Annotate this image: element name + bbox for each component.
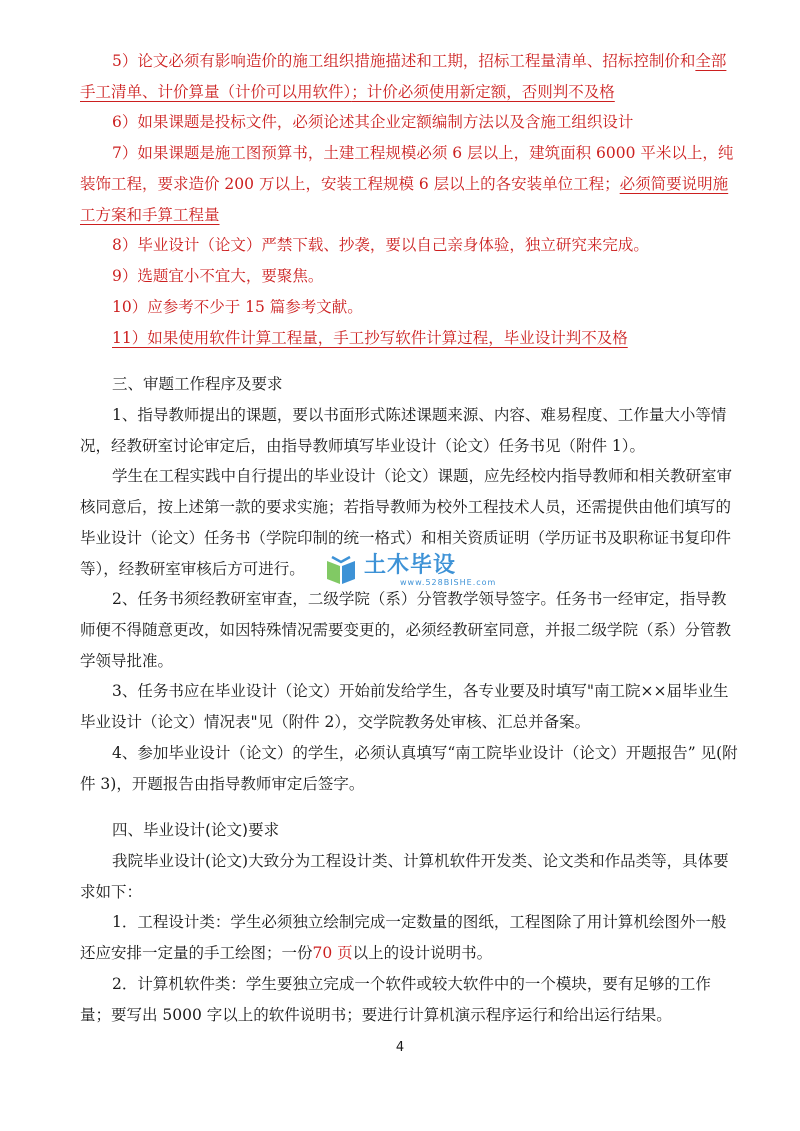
item-8: 8）毕业设计（论文）严禁下载、抄袭，要以自己亲身体验，独立研究来完成。 [112,236,649,254]
item-5-text-b: 全部手工清单、计价算量（计价可以用软件） [80,52,727,101]
item-6: 6）如果课题是投标文件，必须论述其企业定额编制方法以及含施工组织设计 [112,113,634,131]
page-count-highlight: 70 页 [312,944,353,962]
section-3-paragraph-5: 4、参加毕业设计（论文）的学生，必须认真填写“南工院毕业设计（论文）开题报告” 见(附件 3)，开题报告由指导教师审定后签字。 [80,744,738,793]
book-icon [324,553,358,587]
item-7-text-b: 必须简要说明施工方案和手算工程量 [80,175,729,224]
page-number: 4 [395,1040,405,1055]
watermark-text: 土木毕设 [364,552,457,578]
section-4-paragraph-3: 2．计算机软件类：学生要独立完成一个软件或较大软件中的一个模块，要有足够的工作量；要写出 5000 字以上的软件说明书；要进行计算机演示程序运行和给出运行结果。 [80,975,711,1024]
section-4-paragraph-2-text-b: 以上的设计说明书。 [352,944,493,962]
item-9: 9）选题宜小不宜大，要聚焦。 [112,267,324,285]
item-5 [80,46,740,108]
watermark-url: www.528BISHE.com [400,577,497,587]
item-7 [80,138,740,231]
section-3-paragraph-4: 3、任务书应在毕业设计（论文）开始前发给学生，各专业要及时填写"南工院××届毕业生毕业设计（论文）情况表"见（附件 2），交学院教务处审核、汇总并备案。 [80,682,729,731]
section-4-paragraph-2-text-a: 1．工程设计类：学生必须独立绘制完成一定数量的图纸，工程图除了用计算机绘图外一般还应安排一定量的手工绘图；一份 [80,913,727,962]
section-4-paragraph-2 [80,907,740,969]
item-10: 10）应参考不少于 15 篇参考文献。 [112,298,363,316]
item-7-text-a: 7）如果课题是施工图预算书，土建工程规模必须 6 层以上，建筑面积 6000 平米以上，纯装饰工程，要求造价 200 万以上，安装工程规模 6 层以上的各安装单位工程； [80,144,734,193]
section-3-heading: 三、审题工作程序及要求 [112,375,283,393]
section-4-paragraph-1: 我院毕业设计(论文)大致分为工程设计类、计算机软件开发类、论文类和作品类等，具体要求如下： [80,852,729,901]
section-3-paragraph-2: 学生在工程实践中自行提出的毕业设计（论文）课题，应先经校内指导教师和相关教研室审核同意后，按上述第一款的要求实施；若指导教师为校外工程技术人员，还需提供由他们填写的毕业设计（论文）任务书（学院印制的统一格式）和相关资质证明（学历证书及职称证书复印件等），经教研室审核后方可进行。 [80,467,733,578]
item-5-text-c: ；计价必须使用新定额，否则判不及格 [351,83,615,101]
section-4-heading: 四、毕业设计(论文)要求 [112,821,280,839]
section-3-paragraph-1: 1、指导教师提出的课题，要以书面形式陈述课题来源、内容、难易程度、工作量大小等情况，经教研室讨论审定后，由指导教师填写毕业设计（论文）任务书见（附件 1）。 [80,406,727,455]
item-5-text-a: 5）论文必须有影响造价的施工组织措施描述和工期，招标工程量清单、招标控制价和 [112,52,696,70]
item-11 [80,323,740,354]
watermark-logo [324,550,524,590]
section-3-paragraph-3: 2、任务书须经教研室审查，二级学院（系）分管教学领导签字。任务书一经审定，指导教师便不得随意更改，如因特殊情况需要变更的，必须经教研室同意，并报二级学院（系）分管教学领导批准。 [80,590,732,670]
item-11-text: 11）如果使用软件计算工程量，手工抄写软件计算过程，毕业设计判不及格 [112,329,628,347]
